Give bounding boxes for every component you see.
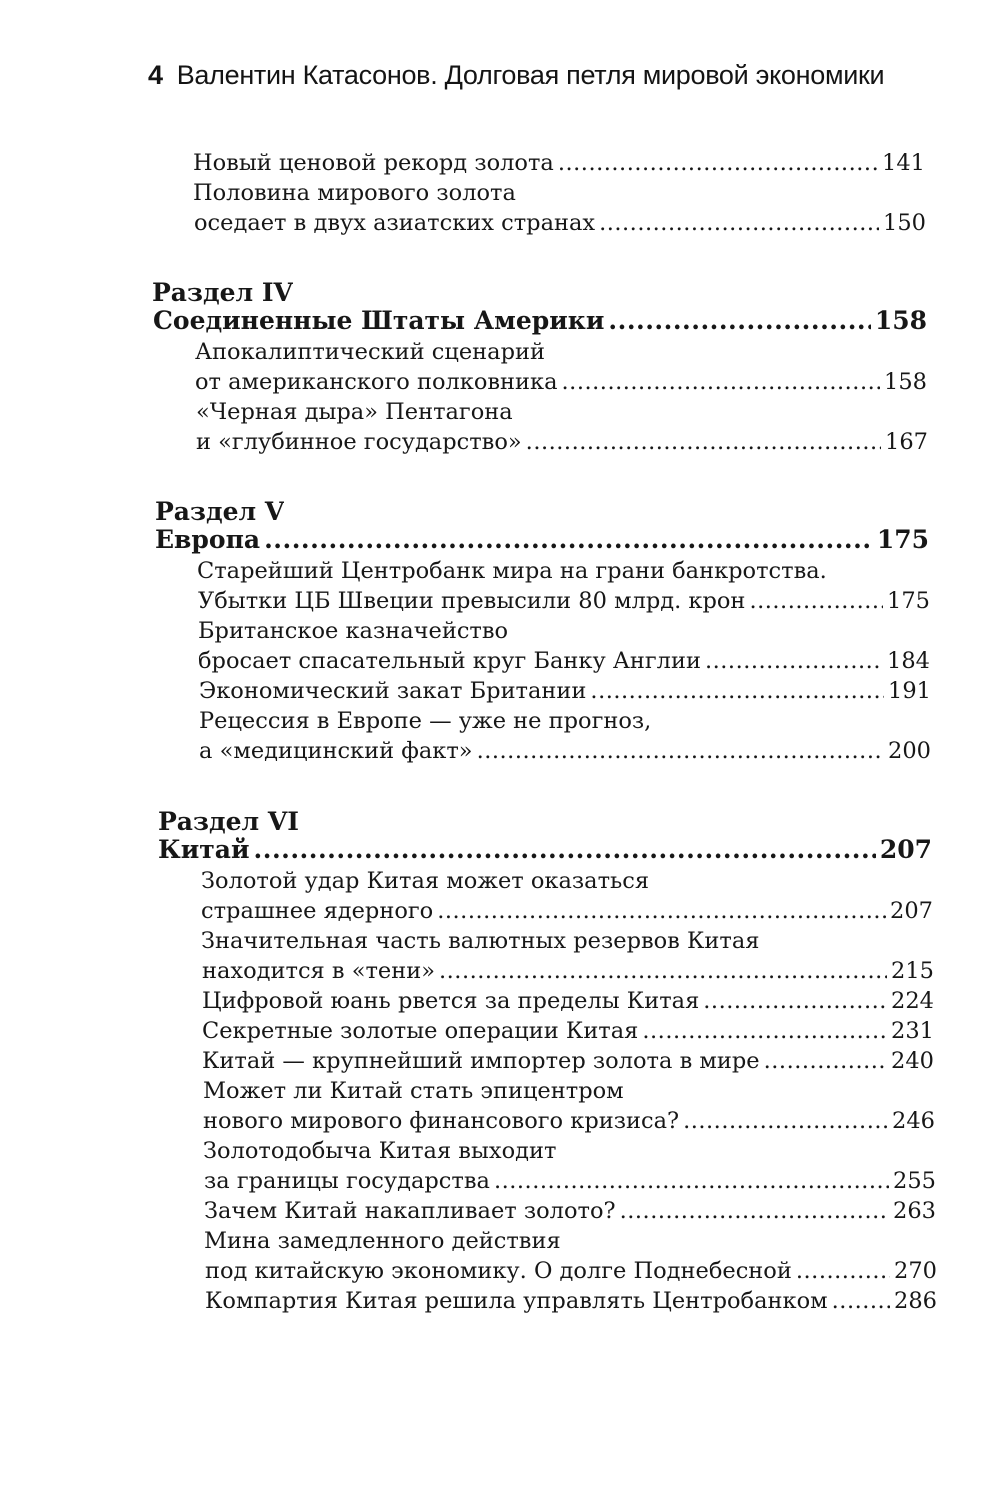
dot-leader (494, 1166, 889, 1196)
dot-leader (562, 367, 881, 397)
page-ref: 175 (876, 525, 929, 554)
toc-entry-text: Секретные золотые операции Китая (202, 1018, 639, 1044)
page-ref: 231 (891, 1018, 934, 1044)
page-ref: 207 (890, 898, 933, 924)
toc-entry-text: Экономический закат Британии (199, 678, 587, 704)
toc-entry-text: бросает спасательный круг Банку Англии (198, 648, 701, 674)
toc-entry-line (202, 986, 934, 1016)
toc-entry-text: под китайскую экономику. О долге Поднебесной (205, 1258, 792, 1284)
dot-leader (703, 986, 887, 1016)
running-head (148, 60, 884, 91)
toc-entry-text: оседает в двух азиатских странах (194, 210, 596, 236)
toc-entry-text: «Черная дыра» Пентагона (196, 399, 513, 425)
toc-entry-line (193, 178, 925, 208)
toc-entry-text: Половина мирового золота (193, 180, 516, 206)
section-title-text: Европа (155, 525, 261, 554)
toc-entry-text: Китай — крупнейший импортер золота в мире (202, 1048, 760, 1074)
toc-entry-text: Убытки ЦБ Швеции превысили 80 млрд. крон (198, 588, 746, 614)
section-title (158, 834, 932, 866)
toc-entry-text: Компартия Китая решила управлять Центробанком (205, 1288, 828, 1314)
toc-entry-text: Цифровой юань рвется за пределы Китая (202, 988, 700, 1014)
page-ref: 270 (894, 1258, 937, 1284)
page-ref: 246 (892, 1108, 935, 1134)
page-ref: 263 (893, 1198, 936, 1224)
page-ref: 184 (887, 648, 930, 674)
toc-entry-line (205, 1286, 937, 1316)
section-title (155, 524, 929, 556)
toc-entry-text: за границы государства (204, 1168, 490, 1194)
toc-entry-text: и «глубинное государство» (196, 429, 522, 455)
page-ref: 167 (885, 429, 928, 455)
toc-entry-text: Зачем Китай накапливает золото? (204, 1198, 616, 1224)
toc-entry-text: страшнее ядерного (201, 898, 434, 924)
page-ref: 207 (879, 835, 932, 864)
section-title-text: Соединенные Штаты Америки (153, 306, 605, 335)
page-ref: 215 (891, 958, 934, 984)
toc-entry-line (204, 1226, 936, 1256)
toc-entry-text: Новый ценовой рекорд золота (193, 150, 554, 176)
dot-leader (590, 676, 884, 706)
page-ref: 240 (891, 1048, 934, 1074)
toc-entry-line (201, 926, 933, 956)
toc-entry-text: от американского полковника (195, 369, 558, 395)
dot-leader (642, 1016, 887, 1046)
toc-entry-text: Может ли Китай стать эпицентром (203, 1078, 624, 1104)
section-title (153, 305, 927, 337)
toc-entry-line (202, 956, 934, 986)
toc-entry-text: Золотой удар Китая может оказаться (201, 868, 650, 894)
page-ref: 286 (894, 1288, 937, 1314)
page-number: 4 (148, 60, 163, 90)
toc-entry-line (196, 397, 928, 427)
toc-entry-line (203, 1076, 935, 1106)
page-ref: 158 (874, 306, 927, 335)
toc-entry-line (198, 646, 930, 676)
toc-entry-line (198, 586, 930, 616)
dot-leader (796, 1256, 890, 1286)
toc-entry-text: Золотодобыча Китая выходит (203, 1138, 557, 1164)
dot-leader (599, 208, 879, 238)
toc-entry-line (196, 427, 928, 457)
section-label-text: Раздел IV (152, 278, 293, 307)
dot-leader (608, 305, 870, 337)
page-ref: 141 (882, 150, 925, 176)
dot-leader (437, 896, 886, 926)
toc-entry-text: Апокалиптический сценарий (195, 339, 545, 365)
dot-leader (705, 646, 883, 676)
toc-entry-line (199, 706, 931, 736)
page-ref: 158 (884, 369, 927, 395)
toc-entry-text: Рецессия в Европе — уже не прогноз, (199, 708, 652, 734)
toc-entry-line (197, 556, 929, 586)
toc-entry-line (199, 676, 931, 706)
toc-entry-text: находится в «тени» (202, 958, 435, 984)
dot-leader (832, 1286, 890, 1316)
dot-leader (764, 1046, 887, 1076)
toc-entry-line (204, 1166, 936, 1196)
page-ref: 224 (891, 988, 934, 1014)
page-ref: 150 (883, 210, 926, 236)
toc-entry-line (205, 1256, 937, 1286)
dot-leader (439, 956, 887, 986)
toc-entry-line (195, 337, 927, 367)
toc-entry-line (203, 1106, 935, 1136)
toc-entry-text: Значительная часть валютных резервов Китая (201, 928, 760, 954)
page-ref: 191 (888, 678, 931, 704)
toc-entry-text: Британское казначейство (198, 618, 509, 644)
toc-entry-line (201, 866, 933, 896)
toc-entry-line (194, 208, 926, 238)
toc-entry-line (203, 1136, 935, 1166)
toc-entry-line (201, 896, 933, 926)
book-title: Валентин Катасонов. Долговая петля мировой экономики (176, 60, 885, 90)
toc-entry-line (193, 148, 925, 178)
toc-entry-text: а «медицинский факт» (199, 738, 473, 764)
toc-entry-line (204, 1196, 936, 1226)
dot-leader (620, 1196, 889, 1226)
dot-leader (683, 1106, 888, 1136)
toc-entry-line (202, 1016, 934, 1046)
dot-leader (254, 834, 876, 866)
dot-leader (749, 586, 883, 616)
section-label-text: Раздел VI (158, 807, 299, 836)
toc-entry-line (202, 1046, 934, 1076)
toc-entry-text: Старейший Центробанк мира на грани банкротства. (197, 558, 827, 584)
dot-leader (477, 736, 884, 766)
dot-leader (558, 148, 878, 178)
toc-entry-text: нового мирового финансового кризиса? (203, 1108, 680, 1134)
dot-leader (526, 427, 881, 457)
page-ref: 175 (887, 588, 930, 614)
toc-entry-line (195, 367, 927, 397)
section-label-text: Раздел V (155, 497, 285, 526)
page-ref: 255 (893, 1168, 936, 1194)
toc-entry-line (198, 616, 930, 646)
toc-entry-text: Мина замедленного действия (204, 1228, 561, 1254)
toc-entry-line (199, 736, 931, 766)
dot-leader (264, 524, 873, 556)
page-ref: 200 (888, 738, 931, 764)
section-title-text: Китай (158, 835, 250, 864)
